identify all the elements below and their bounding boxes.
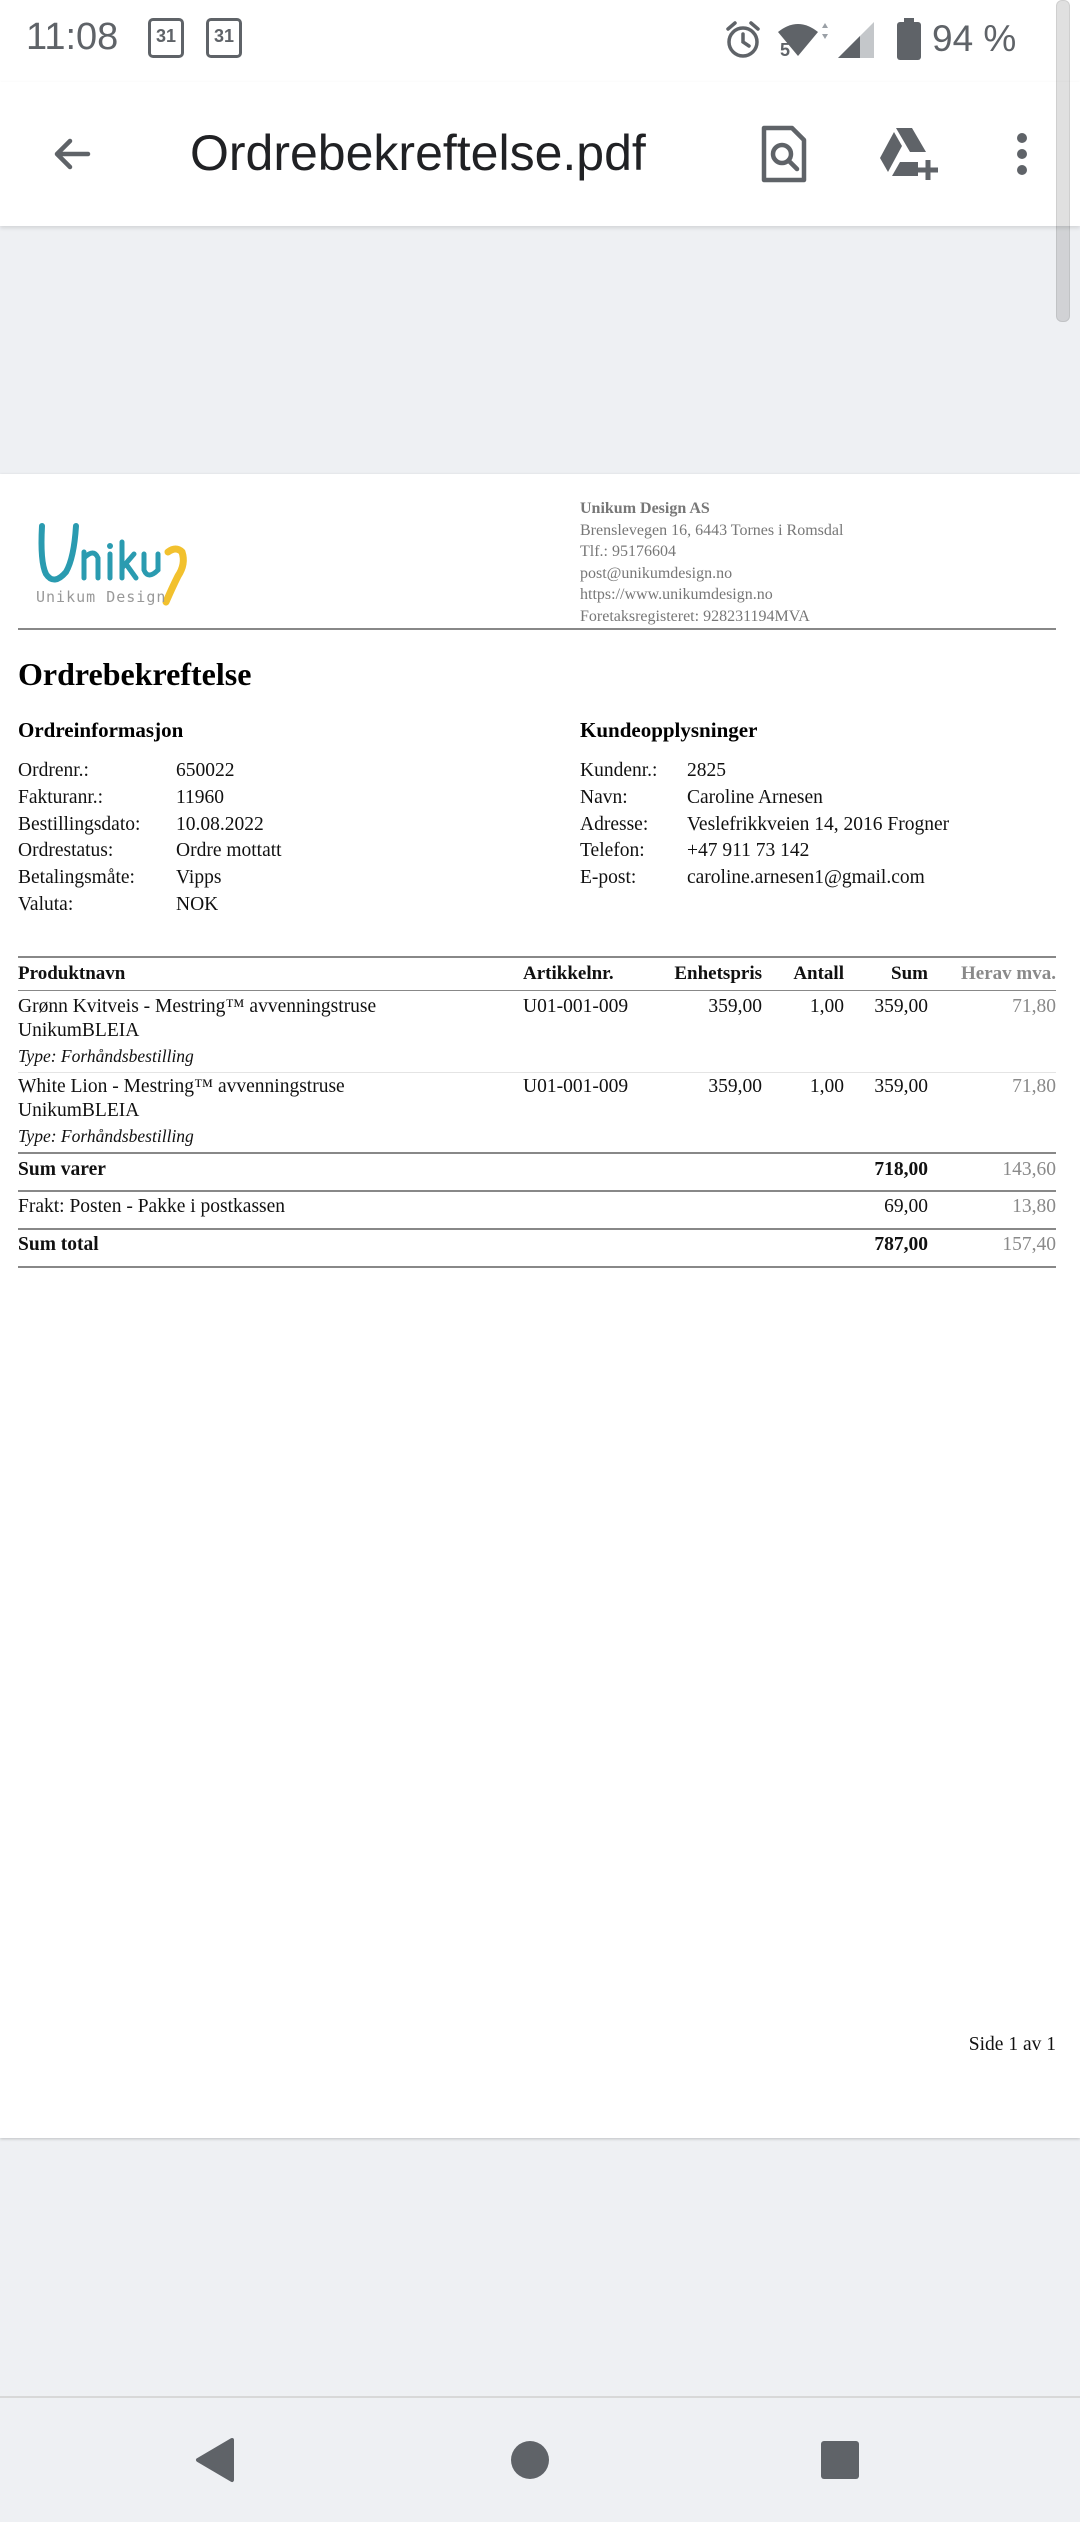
items-bottom-divider xyxy=(18,1152,1056,1154)
scrollbar-thumb[interactable] xyxy=(1056,0,1070,322)
customer-info-row: Kundenr.: 2825 xyxy=(580,760,726,781)
more-vert-icon xyxy=(1014,130,1030,178)
shipping-vat: 13,80 xyxy=(1012,1196,1056,1217)
logo-text: Unikum Design xyxy=(36,588,167,606)
subtotal-row xyxy=(18,1159,1056,1189)
system-navigation-bar xyxy=(0,2396,1080,2522)
item-name-line2: UnikumBLEIA xyxy=(18,1100,140,1121)
total-label: Sum total xyxy=(18,1234,99,1255)
nav-home-button[interactable] xyxy=(500,2430,560,2490)
shipping-row xyxy=(18,1196,1056,1226)
add-to-drive-icon xyxy=(876,126,940,182)
item-name: White Lion - Mestring™ avvenningstruse xyxy=(18,1076,345,1097)
find-in-page-icon xyxy=(758,124,810,184)
cell-signal-icon xyxy=(836,20,876,60)
col-header-sum: Sum xyxy=(891,963,928,984)
subtotal-sum: 718,00 xyxy=(874,1159,928,1180)
table-header-divider xyxy=(18,990,1056,991)
col-header-sku: Artikkelnr. xyxy=(523,963,614,984)
customer-info-heading: Kundeopplysninger xyxy=(580,718,758,742)
subtotal-divider xyxy=(18,1190,1056,1192)
customer-info-row: Telefon: +47 911 73 142 xyxy=(580,840,810,862)
item-type: Type: Forhåndsbestilling xyxy=(18,1046,194,1066)
col-header-unit-price: Enhetspris xyxy=(674,963,762,984)
status-bar xyxy=(0,0,1080,82)
subtotal-vat: 143,60 xyxy=(1002,1159,1056,1180)
more-options-button[interactable] xyxy=(986,118,1058,190)
customer-info-row: Navn: Caroline Arnesen xyxy=(580,786,823,808)
item-unit-price: 359,00 xyxy=(708,1076,762,1097)
item-qty: 1,00 xyxy=(809,1076,844,1097)
company-logo xyxy=(36,512,206,612)
item-sku: U01-001-009 xyxy=(523,1076,629,1097)
wifi-signal-label: 5 xyxy=(780,40,791,60)
nav-recents-button[interactable] xyxy=(810,2430,870,2490)
col-header-vat: Herav mva. xyxy=(961,963,1056,984)
table-row xyxy=(18,1076,1056,1154)
calendar-day-label: 31 xyxy=(155,26,177,46)
company-phone: Tlf.: 95176604 xyxy=(580,543,676,560)
order-info-heading: Ordreinformasjon xyxy=(18,718,184,742)
battery-percentage: 94 % xyxy=(932,18,1017,59)
company-website[interactable]: https://www.unikumdesign.no xyxy=(580,586,773,603)
item-type: Type: Forhåndsbestilling xyxy=(18,1126,194,1146)
company-org-number: Foretaksregisteret: 928231194MVA xyxy=(580,607,810,625)
customer-info-row[interactable]: E-post: caroline.arnesen1@gmail.com xyxy=(580,867,925,889)
item-name-line2: UnikumBLEIA xyxy=(18,1020,140,1041)
order-info-row: Bestillingsdato: 10.08.2022 xyxy=(18,813,264,835)
company-email[interactable]: post@unikumdesign.no xyxy=(580,564,733,582)
battery-icon xyxy=(896,18,922,60)
order-info-row: Ordrenr.: 650022 xyxy=(18,760,235,781)
item-sum: 359,00 xyxy=(874,1076,928,1097)
company-name: Unikum Design AS xyxy=(580,500,710,517)
company-address: Brenslevegen 16, 6443 Tornes i Romsdal xyxy=(580,521,844,539)
customer-info-row: Adresse: Veslefrikkveien 14, 2016 Frogner xyxy=(580,813,950,835)
alarm-icon xyxy=(724,20,762,60)
pdf-page xyxy=(0,474,1080,2138)
table-header xyxy=(18,963,1056,993)
col-header-product: Produktnavn xyxy=(18,963,126,984)
subtotal-label: Sum varer xyxy=(18,1159,106,1180)
back-arrow-icon xyxy=(48,130,96,178)
item-sku: U01-001-009 xyxy=(523,996,629,1017)
back-triangle-icon xyxy=(192,2436,236,2484)
order-info-row: Betalingsmåte: Vipps xyxy=(18,867,222,889)
page-number: Side 1 av 1 xyxy=(968,2034,1056,2055)
customer-info-list xyxy=(580,758,949,892)
shipping-label: Frakt: Posten - Pakke i postkassen xyxy=(18,1196,286,1217)
item-unit-price: 359,00 xyxy=(708,996,762,1017)
total-vat: 157,40 xyxy=(1002,1234,1056,1255)
company-info xyxy=(580,498,843,627)
app-bar xyxy=(0,82,1080,226)
recents-square-icon xyxy=(818,2438,862,2482)
item-name: Grønn Kvitveis - Mestring™ avvenningstruse xyxy=(18,996,377,1017)
table-top-border xyxy=(18,956,1056,958)
nav-back-button[interactable] xyxy=(184,2430,244,2490)
item-vat: 71,80 xyxy=(1012,996,1056,1017)
shipping-sum: 69,00 xyxy=(884,1196,928,1217)
col-header-qty: Antall xyxy=(793,963,844,984)
home-circle-icon xyxy=(508,2438,552,2482)
order-info-list xyxy=(18,758,282,919)
calendar-day-label: 31 xyxy=(213,26,235,46)
shipping-divider xyxy=(18,1228,1056,1230)
item-qty: 1,00 xyxy=(809,996,844,1017)
find-in-page-button[interactable] xyxy=(748,118,820,190)
item-sum: 359,00 xyxy=(874,996,928,1017)
total-row xyxy=(18,1234,1056,1264)
order-info-row: Valuta: NOK xyxy=(18,893,219,915)
add-to-drive-button[interactable] xyxy=(872,118,944,190)
calendar-notification-icon xyxy=(148,18,184,58)
back-button[interactable] xyxy=(36,118,108,190)
table-bottom-border xyxy=(18,1266,1056,1268)
order-info-row: Fakturanr.: 11960 xyxy=(18,786,225,808)
status-time: 11:08 xyxy=(26,16,119,58)
header-divider xyxy=(18,628,1056,630)
table-row xyxy=(18,996,1056,1074)
order-info-row: Ordrestatus: Ordre mottatt xyxy=(18,840,282,862)
calendar-notification-icon xyxy=(206,18,242,58)
document-title: Ordrebekreftelse.pdf xyxy=(190,125,646,181)
row-divider xyxy=(18,1072,1056,1073)
item-vat: 71,80 xyxy=(1012,1076,1056,1097)
document-heading: Ordrebekreftelse xyxy=(18,656,252,692)
total-sum: 787,00 xyxy=(874,1234,928,1255)
